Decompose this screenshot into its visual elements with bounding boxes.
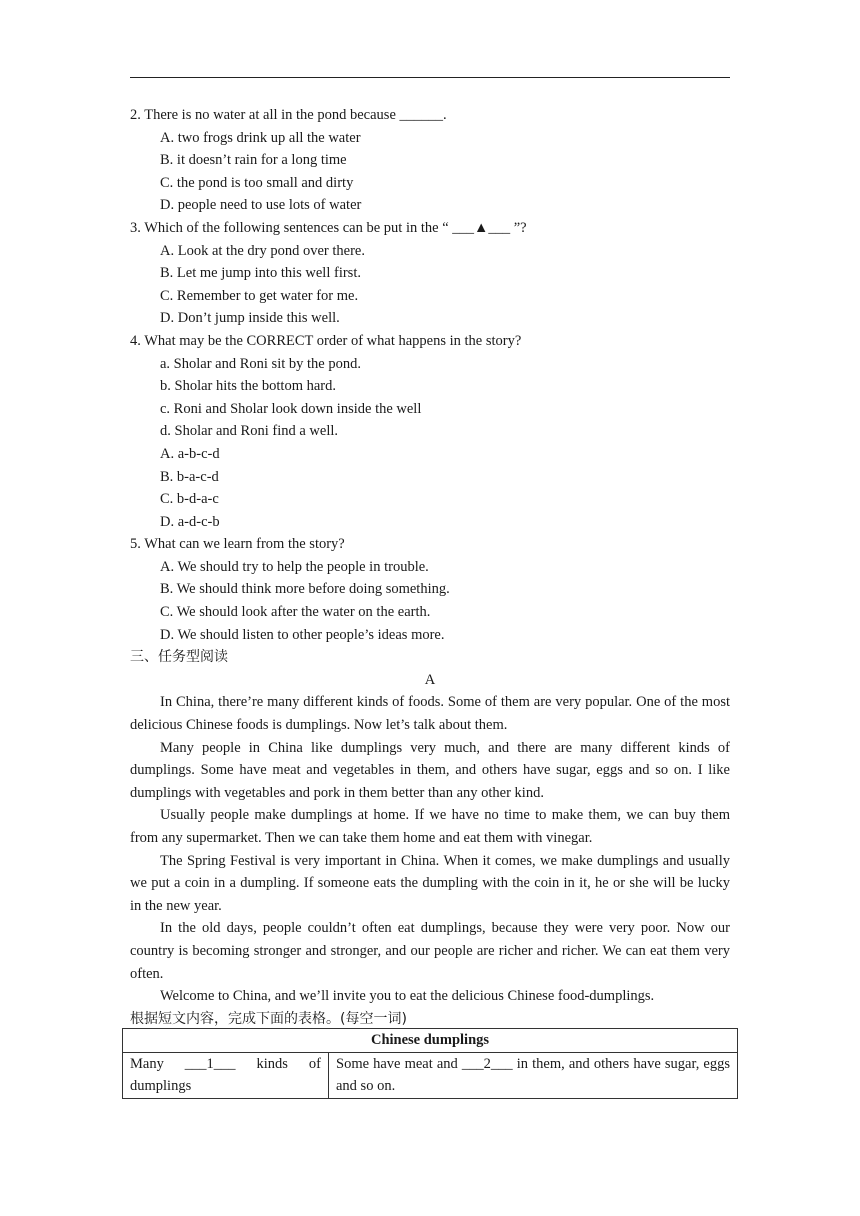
answer-option: B. it doesn’t rain for a long time [160,152,347,169]
question-stem: 3. Which of the following sentences can be put in the “ ___▲___ ”? [130,219,527,236]
question-2 [130,104,730,217]
answer-option: B. b-a-c-d [160,468,219,485]
question-3 [130,217,730,330]
question-stem: 5. What can we learn from the story? [130,536,345,553]
passage-paragraph: In the old days, people couldn’t often eat dumplings, because they were very poor. Now our country is becoming stronger and stronger, and our people are richer and richer. We can eat them very often. [130,920,730,982]
passage-paragraph: The Spring Festival is very important in China. When it comes, we make dumplings and usually we put a coin in a dumpling. If someone eats the dumpling with the coin in it, he or she will be lucky in the new year. [130,852,730,914]
answer-option: A. a-b-c-d [160,445,220,462]
table-cell-blank-2: Some have meat and ___2___ in them, and others have sugar, eggs and so on. [329,1052,738,1098]
story-event: b. Sholar hits the bottom hard. [160,378,336,395]
section-heading: 三、任务型阅读 [130,649,228,666]
answer-option: D. people need to use lots of water [160,197,362,214]
story-event: c. Roni and Sholar look down inside the well [160,400,422,417]
answer-option: A. We should try to help the people in trouble. [160,558,429,575]
task-instruction: 根据短文内容，完成下面的表格。(每空一词) [130,1010,407,1027]
passage-paragraph: Many people in China like dumplings very much, and there are many different kinds of dumplings. Some have meat and vegetables in them, and others have sugar, eggs and so on. I like dumplings with vegetables and pork in them better than any other kind. [130,739,730,801]
answer-option: B. We should think more before doing something. [160,581,450,598]
answer-option: A. two frogs drink up all the water [160,129,361,146]
answer-option: D. Don’t jump inside this well. [160,310,340,327]
story-event: a. Sholar and Roni sit by the pond. [160,355,361,372]
passage [130,691,730,1007]
table-row [123,1052,738,1098]
table-title: Chinese dumplings [123,1029,738,1053]
document-body [130,104,730,1030]
question-4 [130,330,730,533]
story-event: d. Sholar and Roni find a well. [160,423,339,440]
answer-option: A. Look at the dry pond over there. [160,242,365,259]
passage-paragraph: In China, there’re many different kinds of foods. Some of them are very popular. One of the most delicious Chinese foods is dumplings. Now let’s talk about them. [130,694,730,734]
dumplings-table [122,1028,738,1099]
answer-option: D. a-d-c-b [160,513,220,530]
answer-option: B. Let me jump into this well first. [160,265,361,282]
table-cell-blank-1: Many ___1___ kinds of dumplings [123,1052,329,1098]
passage-paragraph: Usually people make dumplings at home. If we have no time to make them, we can buy them from any supermarket. Then we can take them home and eat them with vinegar. [130,807,730,846]
header-rule [130,77,730,78]
answer-option: D. We should listen to other people’s ideas more. [160,626,445,643]
answer-option: C. Remember to get water for me. [160,287,359,304]
answer-option: C. We should look after the water on the earth. [160,604,431,621]
question-5 [130,533,730,646]
passage-paragraph: Welcome to China, and we’ll invite you to eat the delicious Chinese food-dumplings. [160,988,655,1005]
question-stem: 2. There is no water at all in the pond because ______. [130,107,447,123]
answer-option: C. b-d-a-c [160,491,219,508]
passage-label: A [424,671,436,688]
answer-option: C. the pond is too small and dirty [160,174,354,191]
question-stem: 4. What may be the CORRECT order of what happens in the story? [130,332,522,349]
